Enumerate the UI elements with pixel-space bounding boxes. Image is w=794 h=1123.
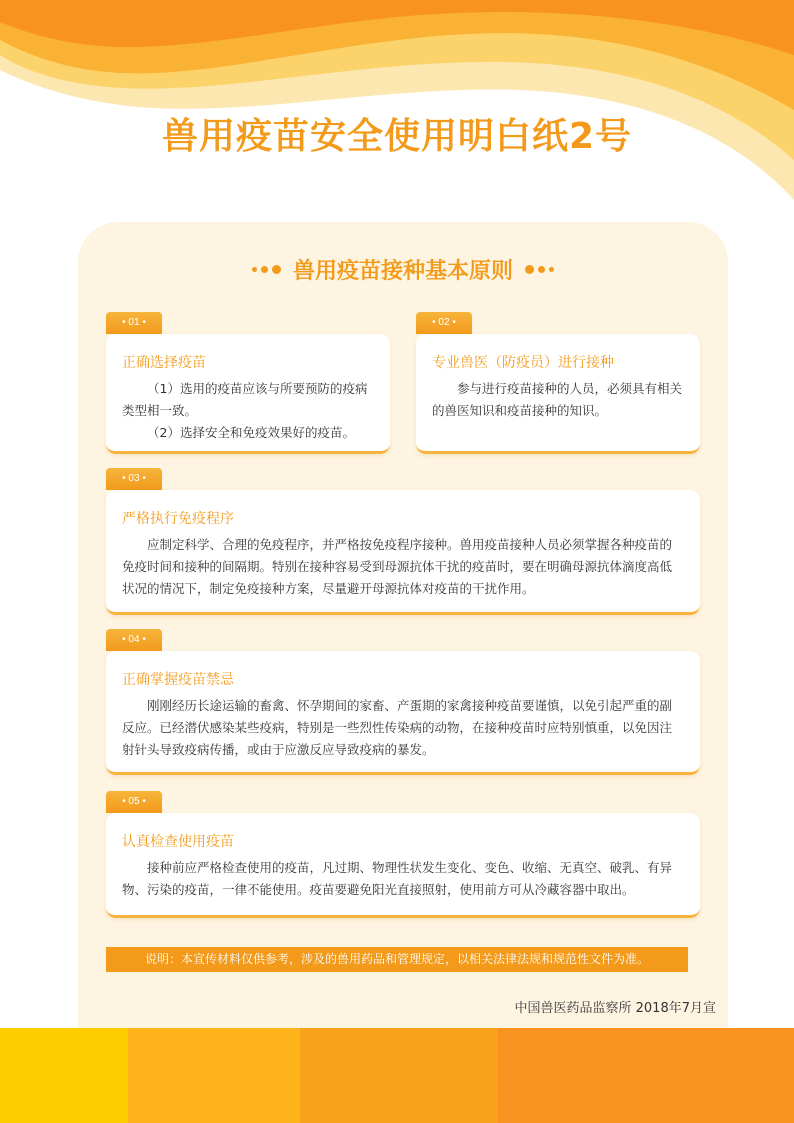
card-body bbox=[122, 378, 374, 444]
card-title: 认真检查使用疫苗 bbox=[122, 834, 234, 850]
card-check-vaccine bbox=[106, 813, 700, 918]
card-title: 正确选择疫苗 bbox=[122, 355, 206, 371]
card-number-tab: • 01 • bbox=[106, 312, 162, 334]
header-wave-decoration bbox=[0, 0, 794, 200]
card-number-tab: • 05 • bbox=[106, 791, 162, 813]
card-number-tab: • 04 • bbox=[106, 629, 162, 651]
section-title: 兽用疫苗接种基本原则 bbox=[292, 258, 513, 284]
band-segment bbox=[300, 1028, 498, 1123]
card-number-tab: • 02 • bbox=[416, 312, 472, 334]
page-title: 兽用疫苗安全使用明白纸2号 bbox=[161, 116, 633, 157]
card-number-tab: • 03 • bbox=[106, 468, 162, 490]
bottom-color-band bbox=[0, 1028, 794, 1123]
card-paragraph: （1）选用的疫苗应该与所要预防的疫病类型相一致。 bbox=[122, 381, 368, 418]
band-segment bbox=[128, 1028, 300, 1123]
card-title: 正确掌握疫苗禁忌 bbox=[122, 672, 234, 688]
card-body bbox=[122, 857, 684, 901]
section-header bbox=[78, 252, 728, 286]
card-body bbox=[432, 378, 684, 422]
band-segment bbox=[0, 1028, 128, 1123]
card-vaccine-contraindications bbox=[106, 651, 700, 775]
card-paragraph: 参与进行疫苗接种的人员，必须具有相关的兽医知识和疫苗接种的知识。 bbox=[432, 381, 683, 418]
band-segment bbox=[498, 1028, 794, 1123]
card-body bbox=[122, 695, 684, 761]
card-correct-vaccine bbox=[106, 334, 390, 454]
card-paragraph: （2）选择安全和免疫效果好的疫苗。 bbox=[147, 425, 355, 440]
card-paragraph: 刚刚经历长途运输的畜禽、怀孕期间的家畜、产蛋期的家禽接种疫苗要谨慎，以免引起严重的副反应。已经潜伏感染某些疫病，特别是一些烈性传染病的动物，在接种疫苗时应特别慎重，以免因注射针头导致疫病传播，或由于应激反应导致疫病的暴发。 bbox=[122, 698, 673, 757]
disclaimer-note: 说明：本宣传材料仅供参考，涉及的兽用药品和管理规定，以相关法律法规和规范性文件为准。 bbox=[106, 947, 688, 972]
card-immunization-schedule bbox=[106, 490, 700, 615]
card-paragraph: 应制定科学、合理的免疫程序，并严格按免疫程序接种。兽用疫苗接种人员必须掌握各种疫苗的免疫时间和接种的间隔期。特别在接种容易受到母源抗体干扰的疫苗时，要在明确母源抗体滴度高低状况的情况下，制定免疫接种方案，尽量避开母源抗体对疫苗的干扰作用。 bbox=[122, 537, 673, 596]
card-professional-vet bbox=[416, 334, 700, 454]
card-title: 严格执行免疫程序 bbox=[122, 511, 234, 527]
card-title: 专业兽医（防疫员）进行接种 bbox=[432, 355, 614, 371]
card-body bbox=[122, 534, 684, 600]
publisher-footer: 中国兽医药品监察所 2018年7月宣 bbox=[514, 1001, 716, 1016]
card-paragraph: 接种前应严格检查使用的疫苗，凡过期、物理性状发生变化、变色、收缩、无真空、破乳、有异物、污染的疫苗，一律不能使用。疫苗要避免阳光直接照射，使用前方可从冷藏容器中取出。 bbox=[122, 860, 673, 897]
dots-right-icon bbox=[525, 265, 554, 274]
dots-left-icon bbox=[252, 265, 281, 274]
